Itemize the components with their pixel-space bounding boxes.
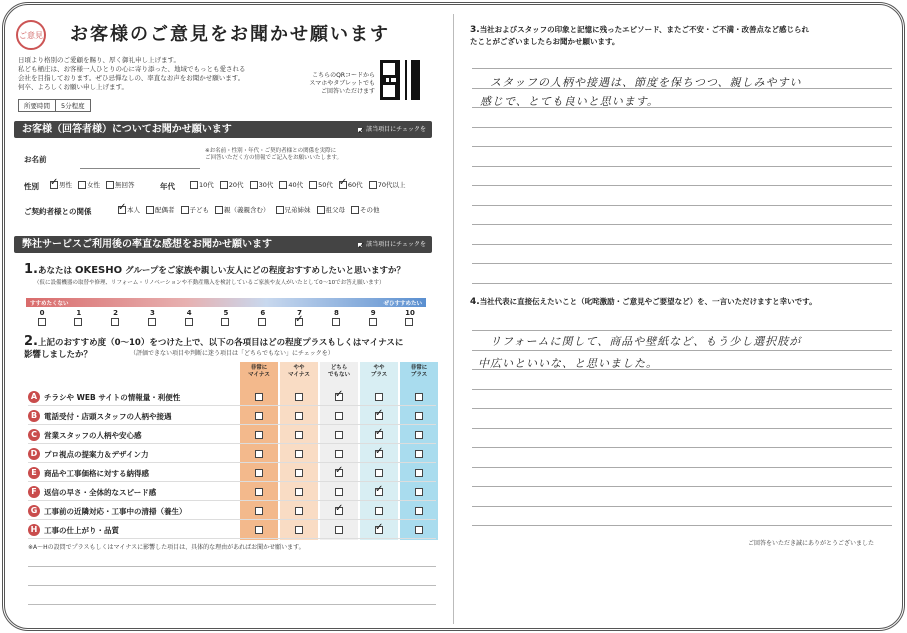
check-icon [357,242,363,248]
scale-checkbox[interactable] [74,318,82,326]
relation-label: 子ども [189,206,209,214]
row-letter-badge: E [28,467,40,479]
answer-line[interactable] [472,330,892,331]
answer-line[interactable] [472,68,892,69]
relation-label: 親（義親含む） [224,206,270,214]
scale-checkbox[interactable] [148,318,156,326]
rating-checkbox[interactable] [295,488,303,496]
relation-option[interactable] [215,205,270,214]
rating-checkbox[interactable] [415,488,423,496]
relation-checkbox[interactable] [181,206,189,214]
age-checkbox[interactable] [220,181,228,189]
scale-number: 10 [405,309,415,317]
rating-row [28,483,436,501]
relation-label: その他 [360,206,380,214]
scale-checkbox[interactable] [258,318,266,326]
relation-checkbox[interactable] [317,206,325,214]
row-letter-badge: G [28,505,40,517]
scale-number: 5 [223,309,229,317]
rating-row [28,445,436,463]
scale-number: 4 [186,309,192,317]
gender-label: 女性 [87,181,100,189]
age-label: 60代 [347,181,363,189]
rating-checkbox[interactable] [375,507,383,515]
gender-options [50,180,135,189]
qr-code-icon[interactable] [380,60,420,100]
relation-checkbox[interactable] [276,206,284,214]
name-note: ※お名前・性別・年代・ご契約者様との関係を実際に ご回答いただく方の情報でご記入をお願いいたします。 [205,148,343,161]
time-box [18,99,91,112]
age-label: 年代 [160,182,175,191]
age-options [190,180,405,189]
answer-line[interactable] [472,350,892,351]
rating-row [28,407,436,425]
scale-point[interactable] [220,309,232,326]
row-letter-badge: H [28,524,40,536]
answer-line[interactable] [472,224,892,225]
scale-point[interactable] [257,309,269,326]
relation-label: 兄弟姉妹 [284,206,311,214]
gender-option[interactable] [106,180,135,189]
rating-checkbox[interactable] [295,507,303,515]
scale-high-label: ぜひすすめたい [383,301,422,307]
scale-point[interactable] [294,309,306,326]
q2-heading [24,336,444,361]
q4-heading [470,296,890,308]
scale-checkbox[interactable] [369,318,377,326]
answer-line[interactable] [472,408,892,409]
page-title: お客様のご意見をお聞かせ願います [70,24,390,45]
rating-checkbox[interactable] [295,431,303,439]
answer-line[interactable] [472,244,892,245]
column-header: 非常に プラス [410,365,428,378]
time-value: 5分程度 [61,102,85,110]
age-checkbox[interactable] [190,181,198,189]
q1-text-a: あなたは [37,266,75,276]
relation-option[interactable] [118,205,140,214]
section1-header [14,121,432,138]
age-label: 10代 [199,181,214,189]
section1-title: お客様（回答者様）についてお聞かせ願います [22,124,232,135]
scale-point[interactable] [367,309,379,326]
reason-line[interactable] [28,566,436,567]
row-letter-badge: A [28,391,40,403]
gender-checkbox[interactable] [78,181,86,189]
scale-point[interactable] [73,309,85,326]
section2-title: 弊社サービスご利用後の率直な感想をお聞かせ願います [22,239,272,250]
scale-number: 8 [333,309,339,317]
q4-answer-line2: 中広いといいな、と思いました。 [478,357,658,370]
q3-number: 3. [470,25,480,35]
rating-checkbox[interactable] [295,526,303,534]
scale-number: 2 [113,309,119,317]
answer-line[interactable] [472,506,892,507]
rating-checkbox[interactable] [335,469,343,477]
section2-note: 該当項目にチェックを [366,241,426,248]
scale-checkbox[interactable] [221,318,229,326]
rating-checkbox[interactable] [255,412,263,420]
age-checkbox[interactable] [309,181,317,189]
scale-number: 7 [297,309,303,317]
age-checkbox[interactable] [279,181,287,189]
row-label: 営業スタッフの人柄や安心感 [44,431,142,440]
q2-text: 上記のおすすめ度（0〜10）をつけた上で、以下の各項目はどの程度プラスもしくはマイナスに 影響しましたか？ [24,338,404,360]
q1-text-b: グループをご家族や親しい友人にどの程度おすすめしたいと思いますか？ [122,266,405,276]
row-label: 電話受付・店頭スタッフの人柄や接遇 [44,412,172,421]
rating-checkbox[interactable] [415,469,423,477]
age-option[interactable] [309,180,333,189]
age-option[interactable] [250,180,274,189]
check-icon [357,127,363,133]
reason-line[interactable] [28,585,436,586]
q2-footnote: ※A〜Hの設問でプラスもしくはマイナスに影響した項目は、具体的な理由があればお聞かせ願います。 [28,544,305,551]
q2-number: 2. [24,334,38,349]
rating-checkbox[interactable] [375,526,383,534]
scale-point[interactable] [36,309,48,326]
age-checkbox[interactable] [339,181,347,189]
row-label: 返信の早さ・全体的なスピード感 [44,488,157,497]
scale-checkbox[interactable] [38,318,46,326]
relation-checkbox[interactable] [146,206,154,214]
relation-checkbox[interactable] [118,206,126,214]
rating-checkbox[interactable] [375,431,383,439]
q1-heading [24,264,444,277]
rating-checkbox[interactable] [335,412,343,420]
rating-checkbox[interactable] [255,507,263,515]
relation-label: 本人 [127,206,140,214]
scale-checkbox[interactable] [332,318,340,326]
q3-answer-line1: スタッフの人柄や接遇は、節度を保ちつつ、親しみやすい [490,76,802,89]
column-header: やや プラス [370,365,388,378]
gender-option[interactable] [78,180,100,189]
gender-checkbox[interactable] [50,181,58,189]
intro-text: 日頃より格別のご愛顧を賜り、厚く御礼申し上げます。 私ども桶庄は、お客様一人ひとりの心に寄り添った、地域でもっとも愛される 会社を目指しております。ぜひ忌憚なしの、率直なお声をお聞かせ願います。 何卒、よろしくお願い申し上げます。 [18,56,246,91]
answer-line[interactable] [472,525,892,526]
rating-checkbox[interactable] [335,507,343,515]
qr-caption: こちらのQRコードから スマホやタブレットでも ご回答いただけます [309,72,375,95]
rating-checkbox[interactable] [375,412,383,420]
age-option[interactable] [220,180,244,189]
answer-line[interactable] [472,467,892,468]
impact-grid [28,362,436,542]
gender-checkbox[interactable] [106,181,114,189]
age-label: 20代 [228,181,244,189]
scale-number: 1 [76,309,82,317]
scale-checkbox[interactable] [111,318,119,326]
relation-options [118,205,380,214]
row-letter-badge: B [28,410,40,422]
rating-checkbox[interactable] [335,431,343,439]
row-label: 商品や工事価格に対する納得感 [44,469,149,478]
row-label: 工事前の近隣対応・工事中の清掃（養生） [44,507,187,516]
age-label: 50代 [318,181,333,189]
q4-number: 4. [470,297,480,307]
rating-row [28,464,436,482]
rating-checkbox[interactable] [335,393,343,401]
scale-number: 0 [39,309,45,317]
age-option[interactable] [369,180,406,189]
row-letter-badge: F [28,486,40,498]
company-seal [16,20,46,50]
recommend-scale [26,309,426,326]
q4-answer-line1: リフォームに関して、商品や壁紙など、もう少し選択肢が [490,335,802,348]
time-label: 所要時間 [19,100,56,111]
q3-text: 当社およびスタッフの印象と記憶に残ったエピソード、またご不安・ご不満・改善点など感じられ たことがございましたらお聞かせ願います。 [470,25,810,46]
rating-checkbox[interactable] [255,469,263,477]
relation-option[interactable] [146,205,175,214]
answer-line[interactable] [472,486,892,487]
scale-checkbox[interactable] [405,318,413,326]
answer-line[interactable] [472,205,892,206]
name-label: お名前 [24,155,47,164]
answer-line[interactable] [472,263,892,264]
scale-number: 3 [149,309,155,317]
relation-option[interactable] [317,205,346,214]
rating-checkbox[interactable] [415,526,423,534]
seal-text: ご意見 [19,30,43,40]
age-label: 40代 [288,181,304,189]
section2-header [14,236,432,253]
rating-row [28,426,436,444]
scale-number: 9 [370,309,376,317]
scale-checkbox[interactable] [185,318,193,326]
answer-line[interactable] [472,447,892,448]
answer-line[interactable] [472,127,892,128]
section1-note: 該当項目にチェックを [366,126,426,133]
relation-option[interactable] [351,205,380,214]
scale-point[interactable] [404,309,416,326]
gender-label: 無回答 [115,181,135,189]
relation-option[interactable] [276,205,311,214]
rating-checkbox[interactable] [415,450,423,458]
scale-point[interactable] [330,309,342,326]
scale-bar [26,298,426,307]
answer-line[interactable] [472,283,892,284]
row-label: チラシや WEB サイトの情報量・利便性 [44,393,181,402]
relation-label: ご契約者様との関係 [24,207,92,216]
scale-point[interactable] [183,309,195,326]
relation-label: 配偶者 [155,206,175,214]
rating-row [28,502,436,520]
reason-line[interactable] [28,604,436,605]
rating-checkbox[interactable] [375,488,383,496]
rating-checkbox[interactable] [335,526,343,534]
rating-checkbox[interactable] [415,412,423,420]
age-option[interactable] [279,180,303,189]
age-label: 30代 [258,181,274,189]
row-label: プロ視点の提案力＆デザイン力 [44,450,149,459]
q4-text: 当社代表に直接伝えたいこと（叱咤激励・ご意見やご要望など）を、一言いただけますと幸いです。 [479,297,817,306]
relation-label: 祖父母 [325,206,345,214]
relation-checkbox[interactable] [351,206,359,214]
rating-checkbox[interactable] [415,431,423,439]
column-header: やや マイナス [288,365,310,378]
gender-option[interactable] [50,180,72,189]
answer-line[interactable] [472,146,892,147]
relation-checkbox[interactable] [215,206,223,214]
q3-heading [470,24,890,47]
q1-number: 1. [24,262,38,277]
scale-checkbox[interactable] [295,318,303,326]
brand-name: OKESHO [74,265,123,276]
age-checkbox[interactable] [250,181,258,189]
age-option[interactable] [339,180,363,189]
q2-subtext: （評価できない項目や判断に迷う項目は「どちらでもない」にチェックを） [130,350,334,357]
rating-checkbox[interactable] [295,393,303,401]
rating-checkbox[interactable] [295,469,303,477]
rating-checkbox[interactable] [255,431,263,439]
scale-point[interactable] [146,309,158,326]
row-letter-badge: D [28,448,40,460]
scale-low-label: すすめたくない [30,301,69,307]
age-option[interactable] [190,180,214,189]
page-divider [453,14,454,624]
name-field[interactable] [80,168,200,169]
relation-option[interactable] [181,205,210,214]
column-header: どちら でもない [327,365,350,378]
age-checkbox[interactable] [369,181,377,189]
rating-checkbox[interactable] [295,412,303,420]
rating-checkbox[interactable] [255,393,263,401]
gender-label: 性別 [24,182,39,191]
rating-checkbox[interactable] [375,393,383,401]
thank-you-footer: ご回答をいただき誠にありがとうございました [748,540,875,547]
rating-checkbox[interactable] [255,488,263,496]
rating-row [28,521,436,539]
rating-checkbox[interactable] [295,450,303,458]
rating-checkbox[interactable] [415,507,423,515]
scale-point[interactable] [110,309,122,326]
age-label: 70代以上 [377,181,406,189]
row-letter-badge: C [28,429,40,441]
answer-line[interactable] [472,185,892,186]
rating-checkbox[interactable] [255,450,263,458]
rating-row [28,388,436,406]
gender-label: 男性 [59,181,72,189]
scale-number: 6 [260,309,266,317]
q3-answer-line2: 感じで、とても良いと思います。 [480,95,659,108]
rating-checkbox[interactable] [375,469,383,477]
rating-checkbox[interactable] [375,450,383,458]
column-header: 非常に マイナス [248,365,270,378]
answer-line[interactable] [472,428,892,429]
answer-line[interactable] [472,389,892,390]
rating-checkbox[interactable] [255,526,263,534]
row-label: 工事の仕上がり・品質 [44,526,119,535]
answer-line[interactable] [472,166,892,167]
q1-subtext: （仮に設備機器の取替や修理、リフォーム・リノベーションや不動産購入を検討しているご家族や友人がいたとして0〜10でお答え願います） [34,280,385,286]
rating-checkbox[interactable] [335,450,343,458]
rating-checkbox[interactable] [415,393,423,401]
rating-checkbox[interactable] [335,488,343,496]
